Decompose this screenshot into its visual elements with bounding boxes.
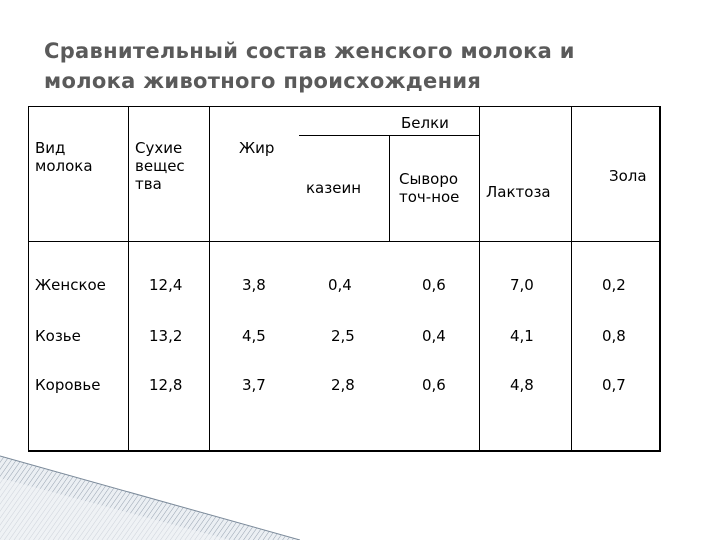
cell-value: 0,7	[602, 376, 626, 394]
proteins-divider	[299, 135, 480, 136]
header-casein: казеин	[306, 179, 362, 197]
col-divider	[209, 107, 210, 451]
cell-value: 0,6	[422, 376, 446, 394]
col-divider	[128, 107, 129, 451]
cell-value: 12,4	[149, 276, 183, 294]
cell-value: 3,7	[242, 376, 266, 394]
cell-value: 4,5	[242, 327, 266, 345]
row-name-female: Женское	[35, 276, 106, 294]
title-line-2: молока животного происхождения	[44, 69, 482, 93]
col-divider	[571, 107, 572, 451]
header-divider	[29, 241, 660, 242]
header-fat: Жир	[239, 139, 275, 157]
corner-decoration	[0, 448, 300, 540]
cell-value: 0,2	[602, 276, 626, 294]
header-lactose: Лактоза	[486, 183, 551, 201]
col-divider	[479, 107, 480, 451]
cell-value: 7,0	[510, 276, 534, 294]
title-line-1: Сравнительный состав женского молока и	[44, 39, 575, 63]
cell-value: 2,5	[331, 327, 355, 345]
cell-value: 2,8	[331, 376, 355, 394]
composition-table	[28, 106, 661, 452]
slide-title	[44, 36, 684, 96]
cell-value: 0,6	[422, 276, 446, 294]
cell-value: 0,8	[602, 327, 626, 345]
cell-value: 4,1	[510, 327, 534, 345]
header-kind: Вид молока	[35, 139, 93, 175]
cell-value: 0,4	[328, 276, 352, 294]
header-dry-matter: Сухие вещес тва	[135, 139, 185, 193]
cell-value: 4,8	[510, 376, 534, 394]
cell-value: 12,8	[149, 376, 183, 394]
cell-value: 13,2	[149, 327, 183, 345]
cell-value: 0,4	[422, 327, 446, 345]
header-whey: Сыворо точ-ное	[399, 170, 460, 206]
col-divider-proteins	[389, 135, 390, 242]
row-name-cow: Коровье	[35, 376, 101, 394]
header-proteins: Белки	[401, 114, 449, 132]
row-name-goat: Козье	[35, 327, 81, 345]
cell-value: 3,8	[242, 276, 266, 294]
header-ash: Зола	[609, 167, 647, 185]
